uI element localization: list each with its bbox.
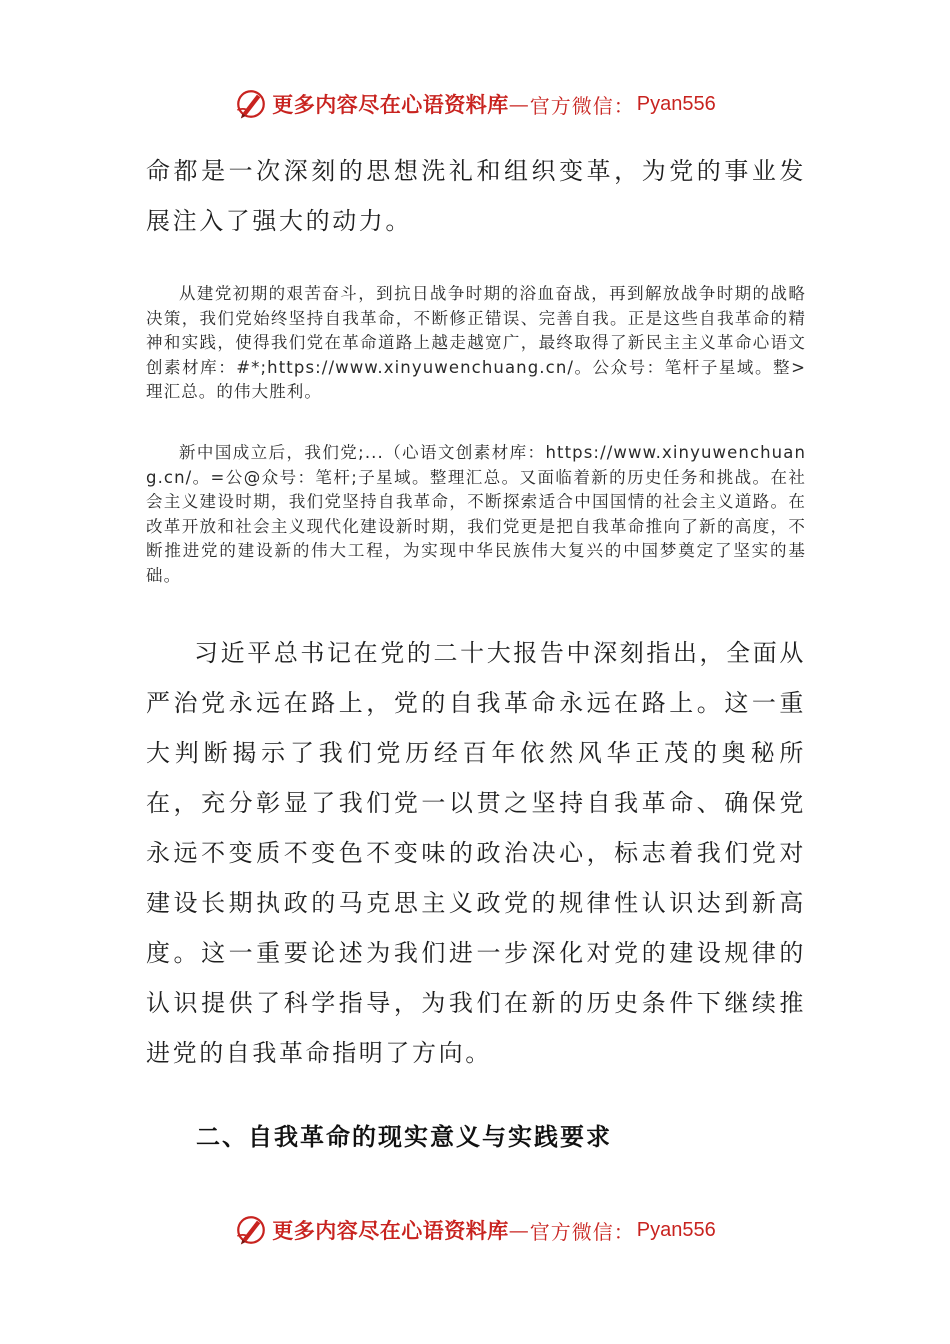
banner-wechat-id: Pyan556 [636, 1218, 716, 1241]
paragraph-twentieth-congress: 习近平总书记在党的二十大报告中深刻指出，全面从严治党永远在路上，党的自我革命永远在路上。这一重大判断揭示了我们党历经百年依然风华正茂的奥秘所在，充分彰显了我们党一以贯之坚持自我革命、确保党永远不变质不变色不变味的政治决心，标志着我们党对建设长期执政的马克思主义政党的规律性认识达到新高度。这一重要论述为我们进一步深化对党的建设规律的认识提供了科学指导，为我们在新的历史条件下继续推进党的自我革命指明了方向。 [146, 639, 806, 1067]
paragraph-new-china: 新中国成立后，我们党;...（心语文创素材库：https://www.xinyuwenchuang.cn/。=公@众号：笔杆;子星域。整理汇总。又面临着新的历史任务和挑战。在社会主义建设时期，我们党坚持自我革命，不断探索适合中国国情的社会主义道路。在改革开放和社会主义现代化建设新时期，我们党更是把自我革命推向了新的高度，不断推进党的建设新的伟大工程，为实现中华民族伟大复兴的中国梦奠定了坚实的基础。 [146, 443, 806, 585]
pen-logo-icon [234, 1213, 268, 1247]
banner-dash: — [508, 1218, 530, 1242]
pen-logo-icon [234, 87, 268, 121]
banner-site-text: 更多内容尽在心语资料库 [272, 1218, 509, 1243]
banner-wechat-label: 官方微信： [529, 93, 635, 118]
paragraph-history: 从建党初期的艰苦奋斗，到抗日战争时期的浴血奋战，再到解放战争时期的战略决策，我们党始终坚持自我革命，不断修正错误、完善自我。正是这些自我革命的精神和实践，使得我们党在革命道路上越走越宽广，最终取得了新民主主义革命心语文创素材库：#*;https://www.xinyuwenchuang.cn/。公众号：笔杆子星域。整>理汇总。的伟大胜利。 [146, 284, 806, 401]
banner-wechat-id: Pyan556 [636, 92, 716, 115]
banner-wechat-label: 官方微信： [529, 1219, 635, 1244]
header-banner [0, 84, 950, 124]
banner-dash: — [508, 92, 530, 116]
section-heading: 二、自我革命的现实意义与实践要求 [196, 1123, 612, 1151]
footer-banner [0, 1210, 950, 1250]
banner-site-text: 更多内容尽在心语资料库 [272, 92, 509, 117]
paragraph-continuation: 命都是一次深刻的思想洗礼和组织变革，为党的事业发展注入了强大的动力。 [146, 157, 806, 235]
